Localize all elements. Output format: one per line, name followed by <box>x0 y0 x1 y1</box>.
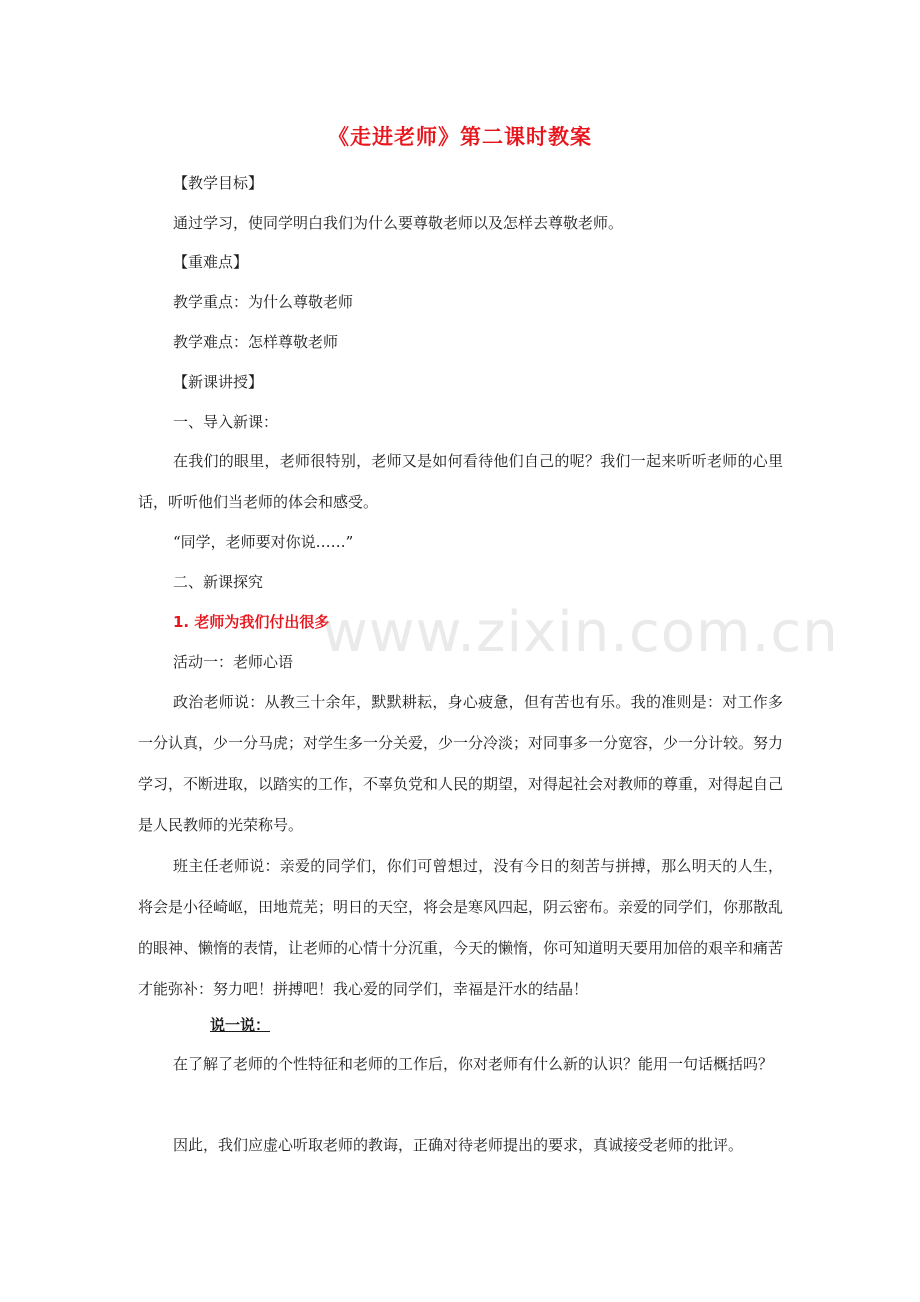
section-heading-lesson: 【新课讲授】 <box>173 373 264 391</box>
difficult-point: 教学难点：怎样尊敬老师 <box>173 333 339 351</box>
conclusion-paragraph: 因此，我们应虚心听取老师的教诲，正确对待老师提出的要求，真诚接受老师的批评。 <box>173 1136 744 1154</box>
key-point: 教学重点：为什么尊敬老师 <box>173 293 354 311</box>
section-heading-key: 【重难点】 <box>173 253 249 271</box>
quote-line: “同学，老师要对你说……” <box>173 533 354 551</box>
head-teacher-paragraph: 班主任老师说：亲爱的同学们，你们可曾想过，没有今日的刻苦与拼搏，那么明天的人生，将会是小径崎岖，田地荒芜；明日的天空，将会是寒风四起，阴云密布。亲爱的同学们，你那散乱的眼神、懒惰的表情，让老师的心情十分沉重，今天的懒惰，你可知道明天要用加倍的艰辛和痛苦才能弥补：努力吧！拼搏吧！我心爱的同学们，幸福是汗水的结晶！ <box>138 857 784 998</box>
say-question-paragraph: 在了解了老师的个性特征和老师的工作后，你对老师有什么新的认识？能用一句话概括吗？ <box>173 1055 774 1073</box>
say-label: 说一说： <box>210 1016 271 1034</box>
politics-teacher-paragraph: 政治老师说：从教三十余年，默默耕耘，身心疲惫，但有苦也有乐。我的准则是：对工作多一分认真，少一分马虎；对学生多一分关爱，少一分冷淡；对同事多一分宽容，少一分计较。努力学习，不断进取，以踏实的工作，不辜负党和人民的期望，对得起社会对教师的尊重，对得起自己是人民教师的光荣称号。 <box>138 693 784 834</box>
intro-heading: 一、导入新课： <box>173 413 279 431</box>
page-title: 《走进老师》第二课时教案 <box>328 125 592 149</box>
activity-heading: 活动一：老师心语 <box>173 653 294 671</box>
goal-text: 通过学习，使同学明白我们为什么要尊敬老师以及怎样去尊敬老师。 <box>173 214 624 232</box>
sub-heading-teacher-effort: 1. 老师为我们付出很多 <box>173 613 330 631</box>
watermark: www.zixin.com.cn <box>322 600 839 665</box>
explore-heading: 二、新课探究 <box>173 573 264 591</box>
section-heading-goal: 【教学目标】 <box>173 174 264 192</box>
intro-paragraph: 在我们的眼里，老师很特别，老师又是如何看待他们自己的呢？我们一起来听听老师的心里话，听听他们当老师的体会和感受。 <box>138 452 783 511</box>
